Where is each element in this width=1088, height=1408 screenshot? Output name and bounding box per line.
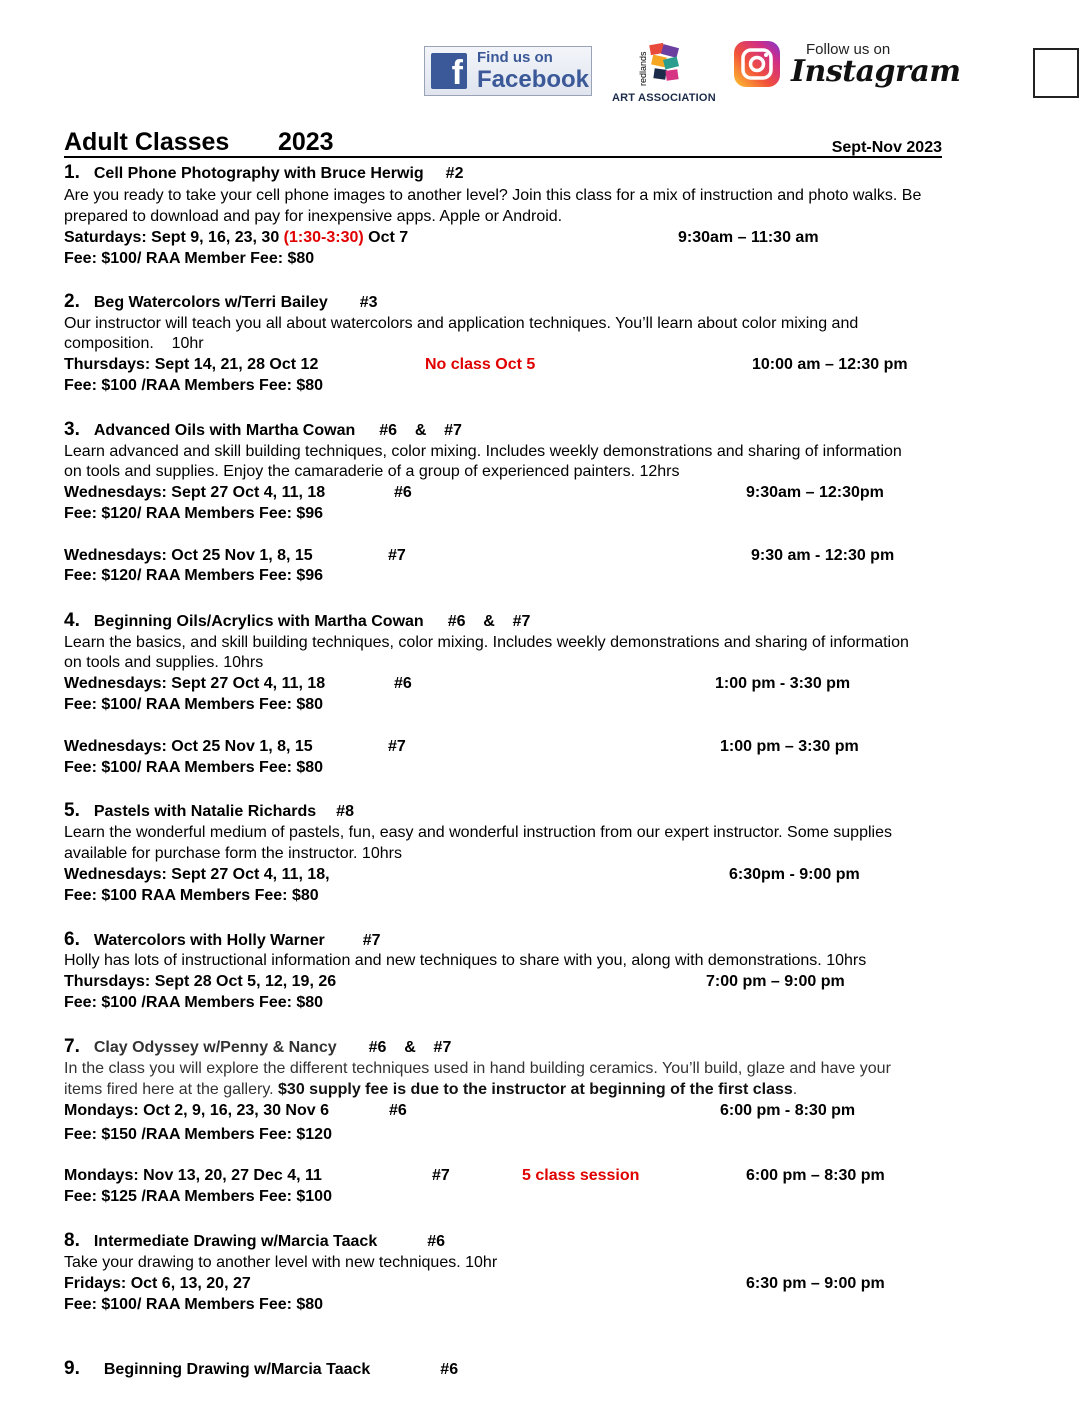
class-fee: Fee: $100/ RAA Member Fee: $80 <box>64 250 315 267</box>
class-description: Take your drawing to another level with new techniques. 10hr <box>64 1254 498 1271</box>
class-description: on tools and supplies. Enjoy the camaraderie of a group of experienced painters. 12hrs <box>64 463 680 480</box>
class-schedule: Wednesdays: Sept 27 Oct 4, 11, 18, <box>64 866 330 883</box>
class-header: 6. Watercolors with Holly Warner #7 <box>64 929 381 950</box>
instagram-follow-text: Follow us on <box>806 41 891 58</box>
facebook-small-text: Find us on <box>477 49 553 66</box>
title-date-range: Sept-Nov 2023 <box>831 139 942 156</box>
instagram-word-text: Instagram <box>791 54 961 89</box>
class-schedule: Thursdays: Sept 14, 21, 28 Oct 12 <box>64 356 319 373</box>
class-schedule: Fridays: Oct 6, 13, 20, 27 <box>64 1275 251 1292</box>
class-description: Are you ready to take your cell phone images to another level? Join this class for a mix of instruction and photo walks. Be <box>64 187 922 204</box>
class-fee: Fee: $100/ RAA Members Fee: $80 <box>64 1296 324 1313</box>
class-time: 10:00 am – 12:30 pm <box>752 356 908 373</box>
session-time: 1:00 pm – 3:30 pm <box>720 738 859 755</box>
class-description: Holly has lots of instructional information and new techniques to share with you, along with demonstrations. 10hrs <box>64 952 867 969</box>
class-time: 9:30am – 11:30 am <box>678 229 819 246</box>
session-fee: Fee: $125 /RAA Members Fee: $100 <box>64 1188 332 1205</box>
session-fee: Fee: $120/ RAA Members Fee: $96 <box>64 567 324 584</box>
session-code: #6 <box>394 675 412 692</box>
class-header: 8. Intermediate Drawing w/Marcia Taack #6 <box>64 1230 446 1251</box>
class-fee: Fee: $100 /RAA Members Fee: $80 <box>64 994 324 1011</box>
class-description: In the class you will explore the different techniques used in hand building ceramics. You’ll build, glaze and have your <box>64 1060 891 1077</box>
instagram-icon[interactable] <box>733 40 781 88</box>
title-year: 2023 <box>277 128 334 156</box>
session-code: #7 <box>388 738 406 755</box>
session-time: 6:00 pm – 8:30 pm <box>746 1167 885 1184</box>
empty-checkbox <box>1033 48 1079 98</box>
class-schedule: Thursdays: Sept 28 Oct 5, 12, 19, 26 <box>64 973 337 990</box>
class-header: 4. Beginning Oils/Acrylics with Martha Cowan #6 & #7 <box>64 610 531 631</box>
raa-name-text: ART ASSOCIATION <box>612 92 716 104</box>
session-schedule: Wednesdays: Oct 25 Nov 1, 8, 15 <box>64 547 313 564</box>
facebook-big-text: Facebook <box>477 66 590 93</box>
session-fee: Fee: $150 /RAA Members Fee: $120 <box>64 1126 332 1143</box>
session-note: 5 class session <box>522 1167 640 1184</box>
raa-logo <box>612 42 724 108</box>
title-row <box>64 128 942 158</box>
session-schedule: Wednesdays: Sept 27 Oct 4, 11, 18 <box>64 675 326 692</box>
class-header: 9. Beginning Drawing w/Marcia Taack #6 <box>64 1358 459 1379</box>
session-code: #7 <box>432 1167 450 1184</box>
class-description: composition. 10hr <box>64 335 204 352</box>
class-schedule: Saturdays: Sept 9, 16, 23, 30 (1:30-3:30) Oct 7 <box>64 229 409 246</box>
class-description: Learn the wonderful medium of pastels, fun, easy and wonderful instruction from our expert instructor. Some supplies <box>64 824 892 841</box>
session-time: 9:30am – 12:30pm <box>746 484 884 501</box>
session-time: 1:00 pm - 3:30 pm <box>715 675 851 692</box>
class-header: 3. Advanced Oils with Martha Cowan #6 & #7 <box>64 419 462 440</box>
class-time: 6:30 pm – 9:00 pm <box>746 1275 885 1292</box>
session-time: 9:30 am - 12:30 pm <box>751 547 895 564</box>
class-description: on tools and supplies. 10hrs <box>64 654 264 671</box>
class-description: Learn the basics, and skill building techniques, color mixing. Includes weekly demonstrations and sharing of information <box>64 634 909 651</box>
session-fee: Fee: $100/ RAA Members Fee: $80 <box>64 696 324 713</box>
class-header: 5. Pastels with Natalie Richards #8 <box>64 800 354 821</box>
session-schedule: Wednesdays: Oct 25 Nov 1, 8, 15 <box>64 738 313 755</box>
session-code: #6 <box>394 484 412 501</box>
session-fee: Fee: $120/ RAA Members Fee: $96 <box>64 505 324 522</box>
class-header: 1. Cell Phone Photography with Bruce Herwig #2 <box>64 162 464 183</box>
session-schedule: Mondays: Oct 2, 9, 16, 23, 30 Nov 6 <box>64 1102 329 1119</box>
session-code: #7 <box>388 547 406 564</box>
class-header: 7. Clay Odyssey w/Penny & Nancy #6 & #7 <box>64 1036 452 1057</box>
class-header: 2. Beg Watercolors w/Terri Bailey #3 <box>64 291 378 312</box>
class-description: items fired here at the gallery. $30 supply fee is due to the instructor at beginning of the first class. <box>64 1081 798 1098</box>
class-time: 6:30pm - 9:00 pm <box>729 866 860 883</box>
raa-sub-text: redlands <box>638 51 648 86</box>
raa-mark-icon <box>648 42 682 82</box>
class-description: Learn advanced and skill building techniques, color mixing. Includes weekly demonstrations and sharing of information <box>64 443 902 460</box>
session-schedule: Wednesdays: Sept 27 Oct 4, 11, 18 <box>64 484 326 501</box>
class-note: No class Oct 5 <box>425 356 536 373</box>
class-fee: Fee: $100 RAA Members Fee: $80 <box>64 887 319 904</box>
session-code: #6 <box>389 1102 407 1119</box>
class-description: Our instructor will teach you all about watercolors and application techniques. You’ll learn about color mixing and <box>64 315 859 332</box>
class-fee: Fee: $100 /RAA Members Fee: $80 <box>64 377 324 394</box>
facebook-badge[interactable] <box>424 46 592 96</box>
class-description: available for purchase form the instructor. 10hrs <box>64 845 402 862</box>
page-title: Adult Classes 2023 <box>64 128 334 156</box>
class-description: prepared to download and pay for inexpensive apps. Apple or Android. <box>64 208 563 225</box>
session-fee: Fee: $100/ RAA Members Fee: $80 <box>64 759 324 776</box>
session-time: 6:00 pm - 8:30 pm <box>720 1102 856 1119</box>
facebook-icon: f <box>431 53 467 89</box>
session-schedule: Mondays: Nov 13, 20, 27 Dec 4, 11 <box>64 1167 322 1184</box>
class-time: 7:00 pm – 9:00 pm <box>706 973 845 990</box>
